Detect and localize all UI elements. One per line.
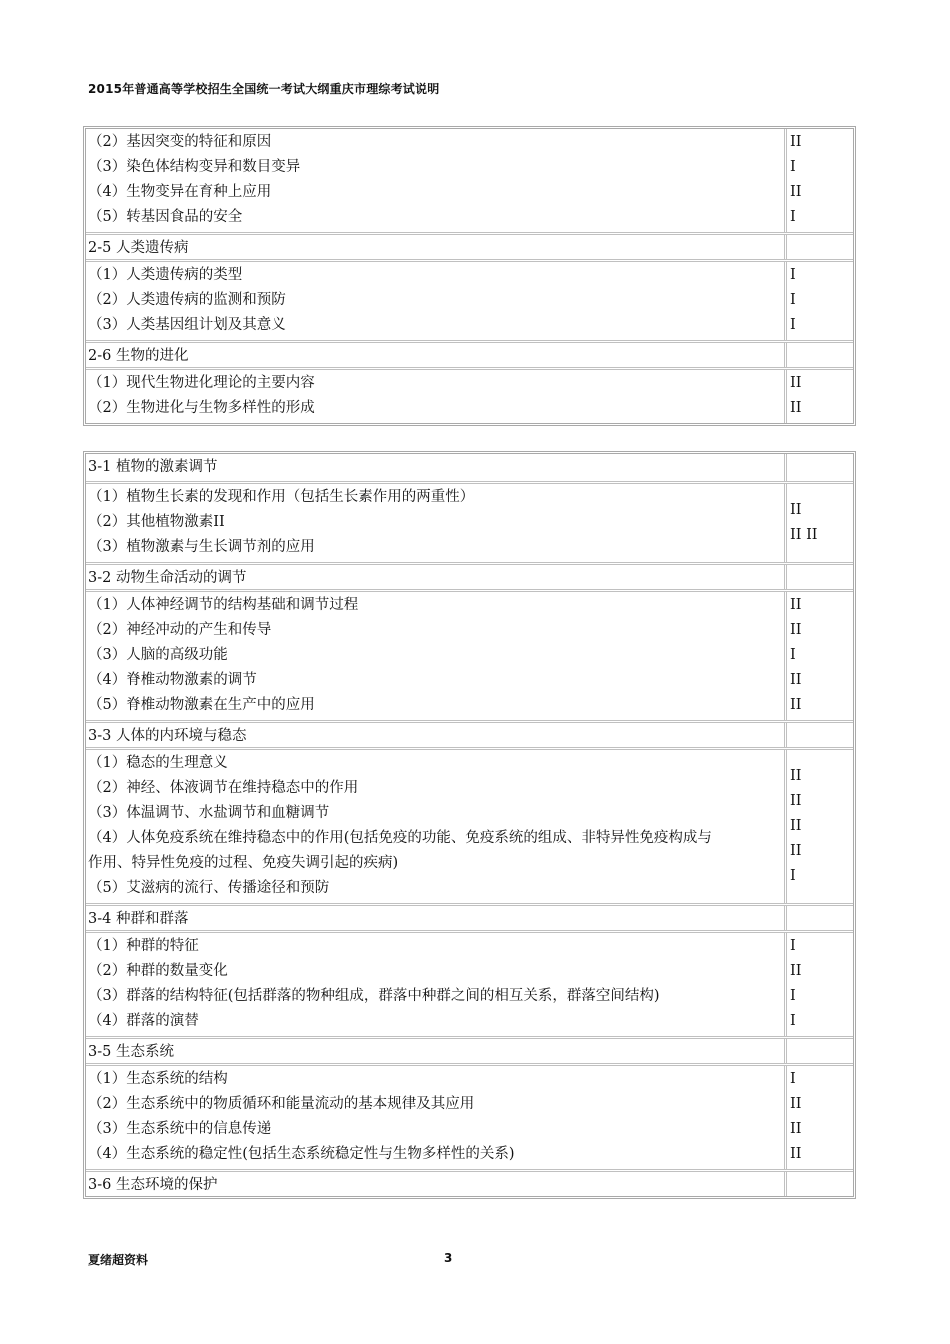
- section-title: 3-4 种群和群落: [86, 906, 787, 930]
- item-text: （5）脊椎动物激素在生产中的应用: [88, 697, 315, 713]
- item-text: （3）染色体结构变异和数目变异: [88, 159, 301, 175]
- item-text: （4）群落的演替: [88, 1013, 199, 1029]
- item-text: （1）种群的特征: [88, 938, 199, 954]
- level-value: II: [790, 622, 802, 638]
- item-text: （2）基因突变的特征和原因: [88, 134, 272, 150]
- item-text: （2）人类遗传病的监测和预防: [88, 292, 286, 308]
- table-row: [86, 589, 853, 720]
- level-value: II: [790, 502, 802, 518]
- item-text: （4）脊椎动物激素的调节: [88, 672, 257, 688]
- page-number: 3: [444, 1251, 453, 1265]
- level-value: I: [790, 209, 796, 225]
- level-value: I: [790, 938, 796, 954]
- level-value: II: [790, 1096, 802, 1112]
- item-text: （5）转基因食品的安全: [88, 209, 243, 225]
- item-text: （1）人类遗传病的类型: [88, 267, 243, 283]
- level-value: II: [790, 963, 802, 979]
- table-row: [86, 259, 853, 340]
- item-text: （5）艾滋病的流行、传播途径和预防: [88, 880, 330, 896]
- item-text: （3）群落的结构特征(包括群落的物种组成，群落中种群之间的相互关系，群落空间结构): [88, 988, 660, 1004]
- section-title: 3-1 植物的激素调节: [86, 454, 787, 481]
- item-text: （1）人体神经调节的结构基础和调节过程: [88, 597, 359, 613]
- syllabus-table-1: [83, 126, 856, 426]
- item-text: （2）其他植物激素II: [88, 514, 225, 530]
- item-text: （1）植物生长素的发现和作用（包括生长素作用的两重性）: [88, 489, 475, 505]
- item-text: （1）生态系统的结构: [88, 1071, 228, 1087]
- section-title: 3-3 人体的内环境与稳态: [86, 723, 787, 747]
- level-value: I: [790, 647, 796, 663]
- level-value: II II: [790, 527, 818, 543]
- syllabus-table-2: [83, 451, 856, 1199]
- table-row: [86, 367, 853, 423]
- item-text: （2）种群的数量变化: [88, 963, 228, 979]
- level-value: II: [790, 375, 802, 391]
- section-row: [86, 1036, 853, 1063]
- section-row: [86, 232, 853, 259]
- document-header-title: 2015年普通高等学校招生全国统一考试大纲重庆市理综考试说明: [88, 82, 440, 96]
- item-text: （3）植物激素与生长调节剂的应用: [88, 539, 315, 555]
- level-value: I: [790, 1013, 796, 1029]
- level-value: II: [790, 697, 802, 713]
- level-value: II: [790, 818, 802, 834]
- level-value: II: [790, 1146, 802, 1162]
- section-row: [86, 1169, 853, 1196]
- section-row: [86, 454, 853, 481]
- level-value: II: [790, 184, 802, 200]
- level-value: I: [790, 267, 796, 283]
- table-row: [86, 930, 853, 1036]
- item-text: （2）生物进化与生物多样性的形成: [88, 400, 315, 416]
- item-text: （2）生态系统中的物质循环和能量流动的基本规律及其应用: [88, 1096, 475, 1112]
- section-title: 3-6 生态环境的保护: [86, 1172, 787, 1196]
- level-value: II: [790, 134, 802, 150]
- level-value: II: [790, 597, 802, 613]
- item-text: （3）体温调节、水盐调节和血糖调节: [88, 805, 330, 821]
- table-row: [86, 747, 853, 903]
- level-value: II: [790, 793, 802, 809]
- section-title: 2-5 人类遗传病: [86, 235, 787, 259]
- level-value: II: [790, 768, 802, 784]
- section-row: [86, 903, 853, 930]
- level-value: II: [790, 843, 802, 859]
- section-title: 3-5 生态系统: [86, 1039, 787, 1063]
- level-value: I: [790, 988, 796, 1004]
- section-title: 2-6 生物的进化: [86, 343, 787, 367]
- level-value: I: [790, 292, 796, 308]
- item-text: （4）人体免疫系统在维持稳态中的作用(包括免疫的功能、免疫系统的组成、非特异性免疫构成与: [88, 830, 712, 846]
- footer-author: 夏绪超资料: [88, 1253, 149, 1267]
- item-text: （2）神经冲动的产生和传导: [88, 622, 272, 638]
- table-row: [86, 129, 853, 232]
- item-text: 作用、特异性免疫的过程、免疫失调引起的疾病): [88, 855, 399, 871]
- item-text: （1）稳态的生理意义: [88, 755, 228, 771]
- item-text: （1）现代生物进化理论的主要内容: [88, 375, 315, 391]
- item-text: （3）人类基因组计划及其意义: [88, 317, 286, 333]
- item-text: （3）人脑的高级功能: [88, 647, 228, 663]
- table-row: [86, 1063, 853, 1169]
- level-value: I: [790, 159, 796, 175]
- level-value: II: [790, 672, 802, 688]
- table-row: [86, 481, 853, 562]
- level-value: II: [790, 1121, 802, 1137]
- level-value: I: [790, 868, 796, 884]
- section-row: [86, 720, 853, 747]
- section-row: [86, 340, 853, 367]
- item-text: （4）生物变异在育种上应用: [88, 184, 272, 200]
- section-title: 3-2 动物生命活动的调节: [86, 565, 787, 589]
- level-value: I: [790, 1071, 796, 1087]
- item-text: （3）生态系统中的信息传递: [88, 1121, 272, 1137]
- item-text: （2）神经、体液调节在维持稳态中的作用: [88, 780, 359, 796]
- level-value: II: [790, 400, 802, 416]
- section-row: [86, 562, 853, 589]
- level-value: I: [790, 317, 796, 333]
- item-text: （4）生态系统的稳定性(包括生态系统稳定性与生物多样性的关系): [88, 1146, 515, 1162]
